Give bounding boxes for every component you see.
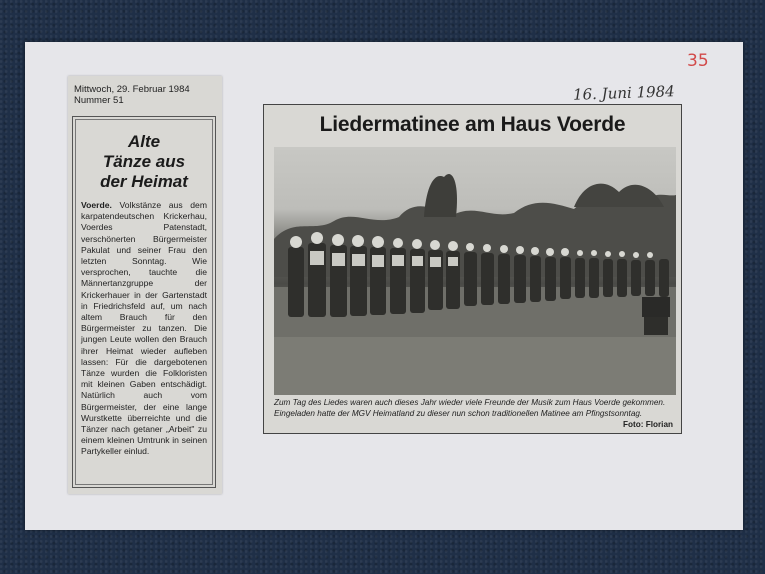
- photo-headline: Liedermatinee am Haus Voerde: [319, 113, 626, 136]
- handwritten-date: 16. Juni 1984: [572, 82, 675, 104]
- clipping-header: [74, 84, 219, 106]
- article-body: Volkstänze aus dem karpatendeutschen Krickerhau, Voerdes Patenstadt, verschönerten Bürgermeister Pakulat und seiner Frau den letzten Sonntag. Wie versprochen, tauchte die Männertanzgruppe der Krickerhauer in der Gartenstadt in Friedrichsfeld auf, um nach altem Brauch für den Bürgermeister zu tanzen. Die jungen Leute wollen den Brauch ihrer Heimat wieder aufleben lassen: Für die dargebotenen Tänze wurden die Folkloristen mit kleinen Gaben entschädigt. Natürlich auch vom Bürgermeister, der eine lange Wurstkette überreichte und die Tänzer nach getaner „Arbeit" zu einem kleinen Umtrunk in seinen Partykeller einlud.: [81, 200, 207, 457]
- headline-line-1: Alte: [127, 132, 161, 151]
- headline-line-2: Tänze aus: [102, 152, 186, 171]
- date-line: Mittwoch, 29. Februar 1984: [74, 84, 190, 95]
- issue-line: Nummer 51: [74, 95, 124, 106]
- article-lead-word: Voerde.: [81, 200, 112, 210]
- page-number: 35: [687, 51, 709, 71]
- photo-credit: Foto: Florian: [622, 420, 673, 429]
- photo-caption: Zum Tag des Liedes waren auch dieses Jahr wieder viele Freunde der Musik zum Haus Voerde gekommen. Eingeladen hatte der MGV Heimatland zu dieser nun schon traditionellen Matinee am Pfingstsonntag.: [274, 398, 666, 418]
- article-text: [76, 192, 212, 458]
- article-headline: [76, 132, 212, 192]
- headline-line-3: der Heimat: [100, 172, 188, 191]
- photo-choir-matinee: [274, 147, 676, 395]
- left-newspaper-clipping: [68, 76, 222, 494]
- photo-illustration: [274, 147, 676, 395]
- article-box: [72, 116, 216, 488]
- right-newspaper-clipping: [263, 104, 682, 434]
